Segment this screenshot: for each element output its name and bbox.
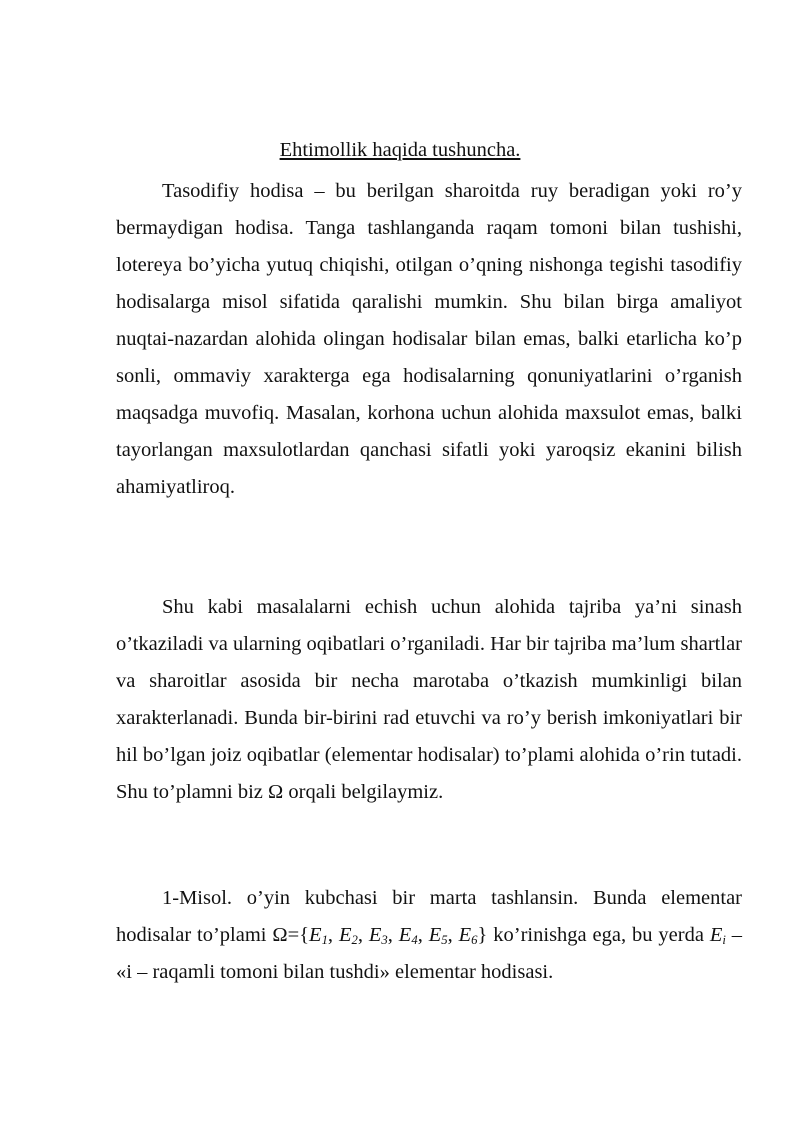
paragraph-random-event-definition: Tasodifiy hodisa – bu berilgan sharoitda ruy beradigan yoki ro’y bermaydigan hodisa. Tanga tashlanganda raqam tomoni bilan tushishi, lotereya bo’yicha yutuq chiqishi, otilgan o’qning nishonga tegishi tasodifiy hodisalarga misol sifatida qaralishi mumkin. Shu bilan birga amaliyot nuqtai-nazardan alohida olingan hodisalar bilan emas, balki etarlicha ko’p sonli, ommaviy xarakterga ega hodisalarning qonuniyatlarini o’rganish maqsadga muvofiq. Masalan, korhona uchun alohida maxsulot emas, balki tayorlangan maxsulotlardan qanchasi sifatli yoki yaroqsiz ekanini bilish ahamiyatliroq.: [116, 180, 742, 498]
set-element-e5: $E_5$: [428, 924, 448, 948]
set-element-e4: $E_4$: [398, 924, 418, 948]
set-element-e6: $E_6$: [458, 924, 478, 948]
set-element-e2: $E_2$: [338, 924, 358, 948]
example-tail-text: – «i – raqamli tomoni bilan tushdi» elementar hodisasi.: [116, 924, 743, 983]
example-mid-text: ko’rinishga ega, bu yerda: [487, 924, 710, 946]
set-element-e1: $E_1$: [309, 924, 328, 948]
example-lead-text: 1-Misol. o’yin kubchasi bir marta tashlansin. Bunda elementar hodisalar to’plami Ω={: [116, 887, 742, 946]
set-element-e3: $E_3$: [368, 924, 388, 948]
element-ei: $E_i$: [709, 924, 726, 948]
paragraph-experiment-outcomes: Shu kabi masalalarni echish uchun alohida tajriba ya’ni sinash o’tkaziladi va ularning oqibatlari o’rganiladi. Har bir tajriba ma’lum shartlar va sharoitlar asosida bir necha marotaba o’tkazish mumkinligi bilan xarakterlanadi. Bunda bir-birini rad etuvchi va ro’y berish imkoniyatlari bir hil bo’lgan joiz oqibatlar (elementar hodisalar) to’plami alohida o’rin tutadi. Shu to’plamni biz Ω orqali belgilaymiz.: [116, 596, 742, 803]
set-close-brace: }: [477, 924, 488, 946]
document-title: Ehtimollik haqida tushuncha.: [279, 139, 521, 161]
paragraph-example-1: 1-Misol. o’yin kubchasi bir marta tashlansin. Bunda elementar hodisalar to’plami $\Omega=\{E_1$, $E_2$, $E_3$, $E_4$, $E_5$, $E_6$} ko’rinishga ega, bu yerda $E_i$ – «i – raqamli tomoni bilan tushdi» elementar hodisasi.: [116, 887, 743, 983]
